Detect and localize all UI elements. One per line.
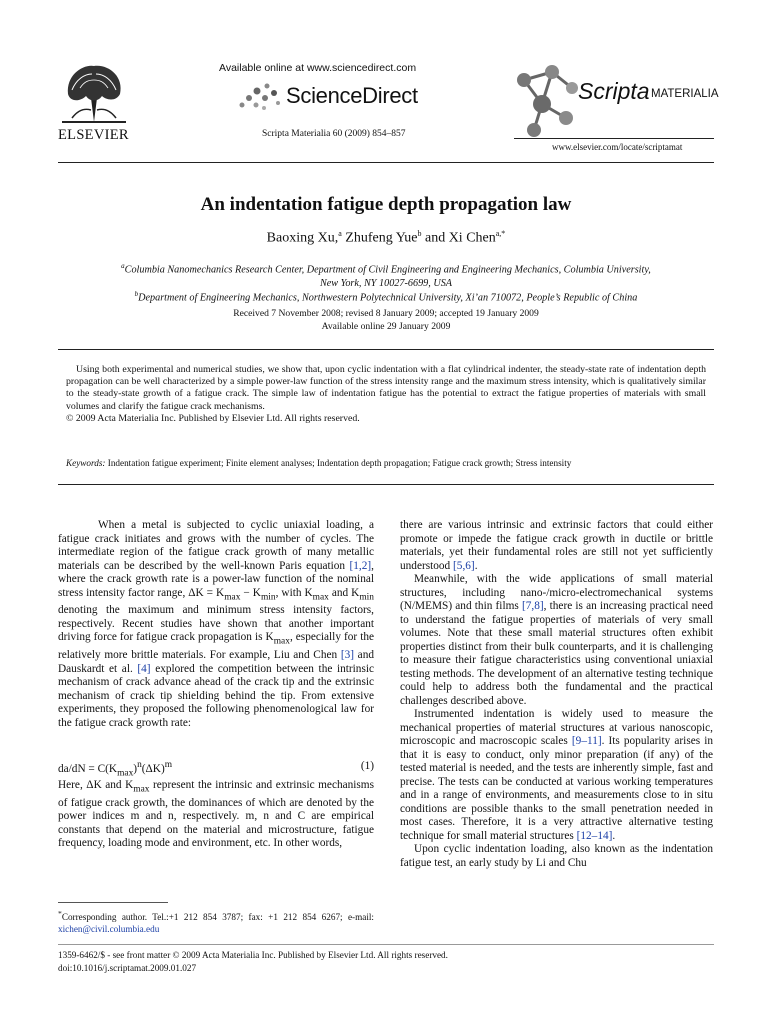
- citation-link[interactable]: [1,2]: [349, 559, 372, 572]
- affil-b-line: Department of Engineering Mechanics, Northwestern Polytechnical University, Xi’an 710072, People’s Republic of China: [138, 292, 638, 304]
- author-name[interactable]: Zhufeng Yue: [345, 230, 418, 246]
- citation-link[interactable]: [12–14]: [576, 829, 613, 842]
- keywords-text: Indentation fatigue experiment; Finite element analyses; Indentation depth propagation; Fatigue crack growth; Stress intensity: [107, 458, 572, 468]
- doi-line[interactable]: doi:10.1016/j.scriptamat.2009.01.027: [58, 962, 197, 973]
- equation-1: [58, 760, 374, 778]
- citation-link[interactable]: [9–11]: [571, 735, 602, 747]
- article-dates: [58, 307, 714, 333]
- author-list: [58, 229, 714, 247]
- article-title: An indentation fatigue depth propagation law: [200, 194, 572, 215]
- affil-sup: b: [134, 290, 139, 298]
- elsevier-logo: [58, 60, 130, 126]
- header-right-rule: [514, 138, 714, 139]
- issn-line: 1359-6462/$ - see front matter © 2009 Acta Materialia Inc. Published by Elsevier Ltd. All rights reserved.: [58, 950, 448, 960]
- abstract-text: Using both experimental and numerical studies, we show that, upon cyclic indentation with a flat cylindrical indenter, the steady-state rate of indentation depth propagation can be well characterized by a simple power-law function of the stress intensity range and the maximum stress intensity, which is qualitatively similar to the steady-state growth of a fatigue crack. The simple law of indentation fatigue has the potential to extract the fatigue properties of materials with small volumes and clarify the fatigue crack mechanisms.: [66, 364, 706, 412]
- copyright-line: © 2009 Acta Materialia Inc. Published by Elsevier Ltd. All rights reserved.: [66, 412, 360, 424]
- affil-a-line2: New York, NY 10027-6699, USA: [319, 278, 453, 290]
- abstract-bottom-rule: [58, 484, 714, 485]
- available-online-text: Available online at www.sciencedirect.com: [219, 62, 417, 74]
- molecule-icon: [514, 64, 582, 140]
- abstract-top-rule: [58, 349, 714, 350]
- paragraph: When a metal is subjected to cyclic uniaxial loading, a fatigue crack initiates and grows with the number of cycles. The intermediate region of the fatigue crack growth of many metallic materials can be described by the well-known Paris equation [1,2], where the crack growth rate is a power-law function of the nominal stress intensity factor range, $\Delta K = K_{max} - K_{min}$, with $K_{max}$ and $K_{min}$ denoting the maximum and minimum stress intensity factors, respectively. Recent studies have shown that another important driving force for fatigue crack propagation is $K_{max}$, especially for the relatively more brittle materials. For example, Liu and Chen [3] and Dauskardt et al. [4] explored the competition between the intrinsic mechanism of crack advance ahead of the crack tip and the extrinsic mechanism of crack tip shielding behind the tip. From extensive experiments, they proposed the following phenomenological law for the fatigue crack growth rate:: [58, 519, 375, 729]
- scripta-wordmark: Scripta: [578, 78, 650, 104]
- author-name[interactable]: and Xi Chen: [424, 230, 496, 246]
- sciencedirect-wordmark: ScienceDirect: [286, 83, 418, 108]
- header-rule: [58, 162, 714, 163]
- paragraph: Meanwhile, with the wide applications of small material structures, including nano-/micro-electromechanical systems (N/MEMS) and thin films [7,8], there is an increasing practical need to understand the fatigue properties of materials of very small volumes. Note that these small material structures often exhibit properties distinct from their bulk counterparts, and it is challenging to measure their fatigue characteristics using conventional uniaxial testing methods. The development of an alternative testing technique could help to address both the fundamental and the practical challenges described above.: [400, 573, 713, 707]
- body-column-right: [400, 519, 713, 870]
- author-name[interactable]: Baoxing Xu,: [266, 230, 339, 246]
- footnote-rule: [58, 902, 168, 903]
- affiliation-b: [58, 287, 714, 305]
- scripta-logo: [514, 64, 734, 140]
- author-email-link[interactable]: xichen@civil.columbia.edu: [58, 924, 160, 935]
- citation-link[interactable]: [3]: [340, 649, 354, 661]
- sciencedirect-dots-icon: [238, 81, 282, 111]
- corresponding-author-footnote: *Corresponding author. Tel.:+1 212 854 3787; fax: +1 212 854 6267; e-mail: xichen@civil.columbia.edu: [58, 909, 374, 935]
- bottom-rule: [58, 944, 714, 945]
- equation-number: (1): [360, 760, 374, 772]
- paragraph: there are various intrinsic and extrinsic factors that could either promote or impede the fatigue crack growth in ductile or brittle materials, yet their fundamental roles are still not yet sufficiently understood [5,6].: [400, 519, 713, 572]
- materialia-wordmark: MATERIALIA: [651, 88, 719, 100]
- bottom-metadata: [58, 949, 714, 974]
- paragraph: Upon cyclic indentation loading, also known as the indentation fatigue test, an early study by Li and Chu: [400, 843, 713, 869]
- citation-link[interactable]: [5,6]: [453, 559, 475, 572]
- citation-link[interactable]: [4]: [137, 662, 151, 675]
- author-affil-sup: a,*: [495, 229, 506, 238]
- keywords-line: [66, 458, 711, 468]
- citation-link[interactable]: [7,8]: [521, 600, 544, 612]
- author-affil-sup: a: [338, 229, 342, 238]
- abstract: [66, 364, 706, 425]
- received-dates: Received 7 November 2008; revised 8 January 2009; accepted 19 January 2009: [233, 308, 539, 319]
- author-affil-sup: b: [417, 229, 422, 238]
- affil-a-line1: Columbia Nanomechanics Research Center, Department of Civil Engineering and Engineering Mechanics, Columbia University,: [124, 264, 651, 276]
- elsevier-tree-icon: [58, 60, 130, 126]
- equation-body: $da/dN = C(K_{max})^n(\Delta K)^m$: [58, 760, 173, 779]
- sciencedirect-logo: [238, 80, 418, 112]
- paragraph: Instrumented indentation is widely used to measure the mechanical properties of material structures at various nanoscopic, microscopic and macroscopic scales [9–11]. Its popularity arises in that it is easy to conduct, only minor preparation (if any) of the tested material is needed, and the tests are inherently simple, fast and precise. The tests can be conducted at various working temperatures and in a range of environments, and measurements close to in situ conditions are possible thanks to the small penetration needed in most cases. Therefore, it is a very attractive alternative testing technique for small material structures [12–14].: [400, 708, 713, 842]
- paragraph: Here, ΔK and $K_{max}$ represent the intrinsic and extrinsic mechanisms of fatigue crack growth, the dominances of which are denoted by the power indices m and n, respectively. m, n and C are empirical constants that depend on the material and microstructure, fatigue frequency, loading mode and environment, etc. In other words,: [58, 779, 374, 850]
- journal-url[interactable]: www.elsevier.com/locate/scriptamat: [552, 142, 683, 152]
- elsevier-wordmark: ELSEVIER: [58, 127, 129, 143]
- journal-reference: Scripta Materialia 60 (2009) 854–857: [262, 129, 406, 139]
- affil-sup: a: [121, 262, 125, 270]
- keywords-label: Keywords:: [66, 458, 106, 468]
- body-column-left: [58, 519, 374, 730]
- available-online-date: Available online 29 January 2009: [321, 321, 451, 332]
- body-column-left-cont: [58, 779, 374, 851]
